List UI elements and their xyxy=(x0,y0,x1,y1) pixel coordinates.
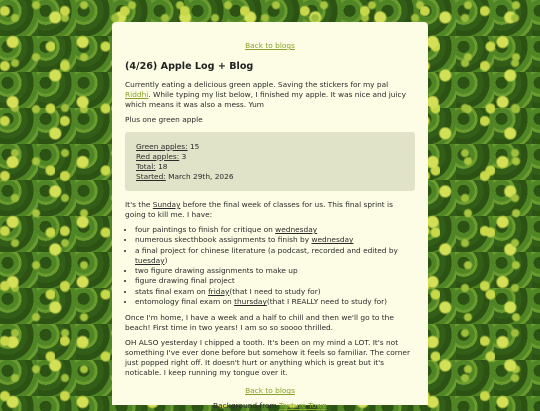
week-paragraph: It's the Sunday before the final week of classes for us. This final sprint is going to kill me. I have: xyxy=(125,200,393,219)
stat-started: Started: March 29th, 2026 xyxy=(136,172,234,181)
texture-town-link[interactable]: Texture Town xyxy=(279,401,327,411)
apple-stats-box xyxy=(125,132,415,191)
background-credit: Background from Texture Town xyxy=(213,401,327,411)
stat-total: Total: 18 xyxy=(136,162,168,171)
friend-link[interactable]: Riddhi xyxy=(125,90,149,99)
blog-post-card xyxy=(112,22,428,411)
beach-paragraph: Once I'm home, I have a week and a half to chill and then we'll go to the beach! First time in two years! I am so so soooo thrilled. xyxy=(125,313,394,333)
back-to-blogs-link-bottom[interactable]: Back to blogs xyxy=(245,386,295,396)
list-item: • numerous skecthbook assignments to finish by wednesday xyxy=(135,235,415,245)
list-item: • a final project for chinese literature (a podcast, recorded and edited by tuesday) xyxy=(135,246,415,267)
back-to-blogs-link-top[interactable]: Back to blogs xyxy=(245,41,295,50)
list-item: • four paintings to finish for critique on wednesday xyxy=(135,225,415,235)
post-title: (4/26) Apple Log + Blog xyxy=(125,61,254,72)
list-item: • figure drawing final project xyxy=(135,276,415,286)
tooth-paragraph: OH ALSO yesterday I chipped a tooth. It's been on my mind a LOT. It's not something I've ever done before but somehow it feels so familiar. The corner just popped right off. It doesn't hurt or anything which is great but it's noticable. I keep running my tongue over it. xyxy=(125,338,410,378)
intro-paragraph: Currently eating a delicious green apple. Saving the stickers for my pal Riddhi. While typing my list below, I finished my apple. It was nice and juicy which means it was also a mess. Yum xyxy=(125,80,406,109)
list-item: • two figure drawing assignments to make up xyxy=(135,266,415,276)
list-item: • entomology final exam on thursday(that I REALLY need to study for) xyxy=(135,297,415,307)
plus-one-line: Plus one green apple xyxy=(125,115,203,124)
stat-green-apples: Green apples: 15 xyxy=(136,142,200,151)
list-item: • stats final exam on friday(that I need to study for) xyxy=(135,287,415,297)
stat-red-apples: Red apples: 3 xyxy=(136,152,187,161)
todo-list xyxy=(125,225,415,307)
